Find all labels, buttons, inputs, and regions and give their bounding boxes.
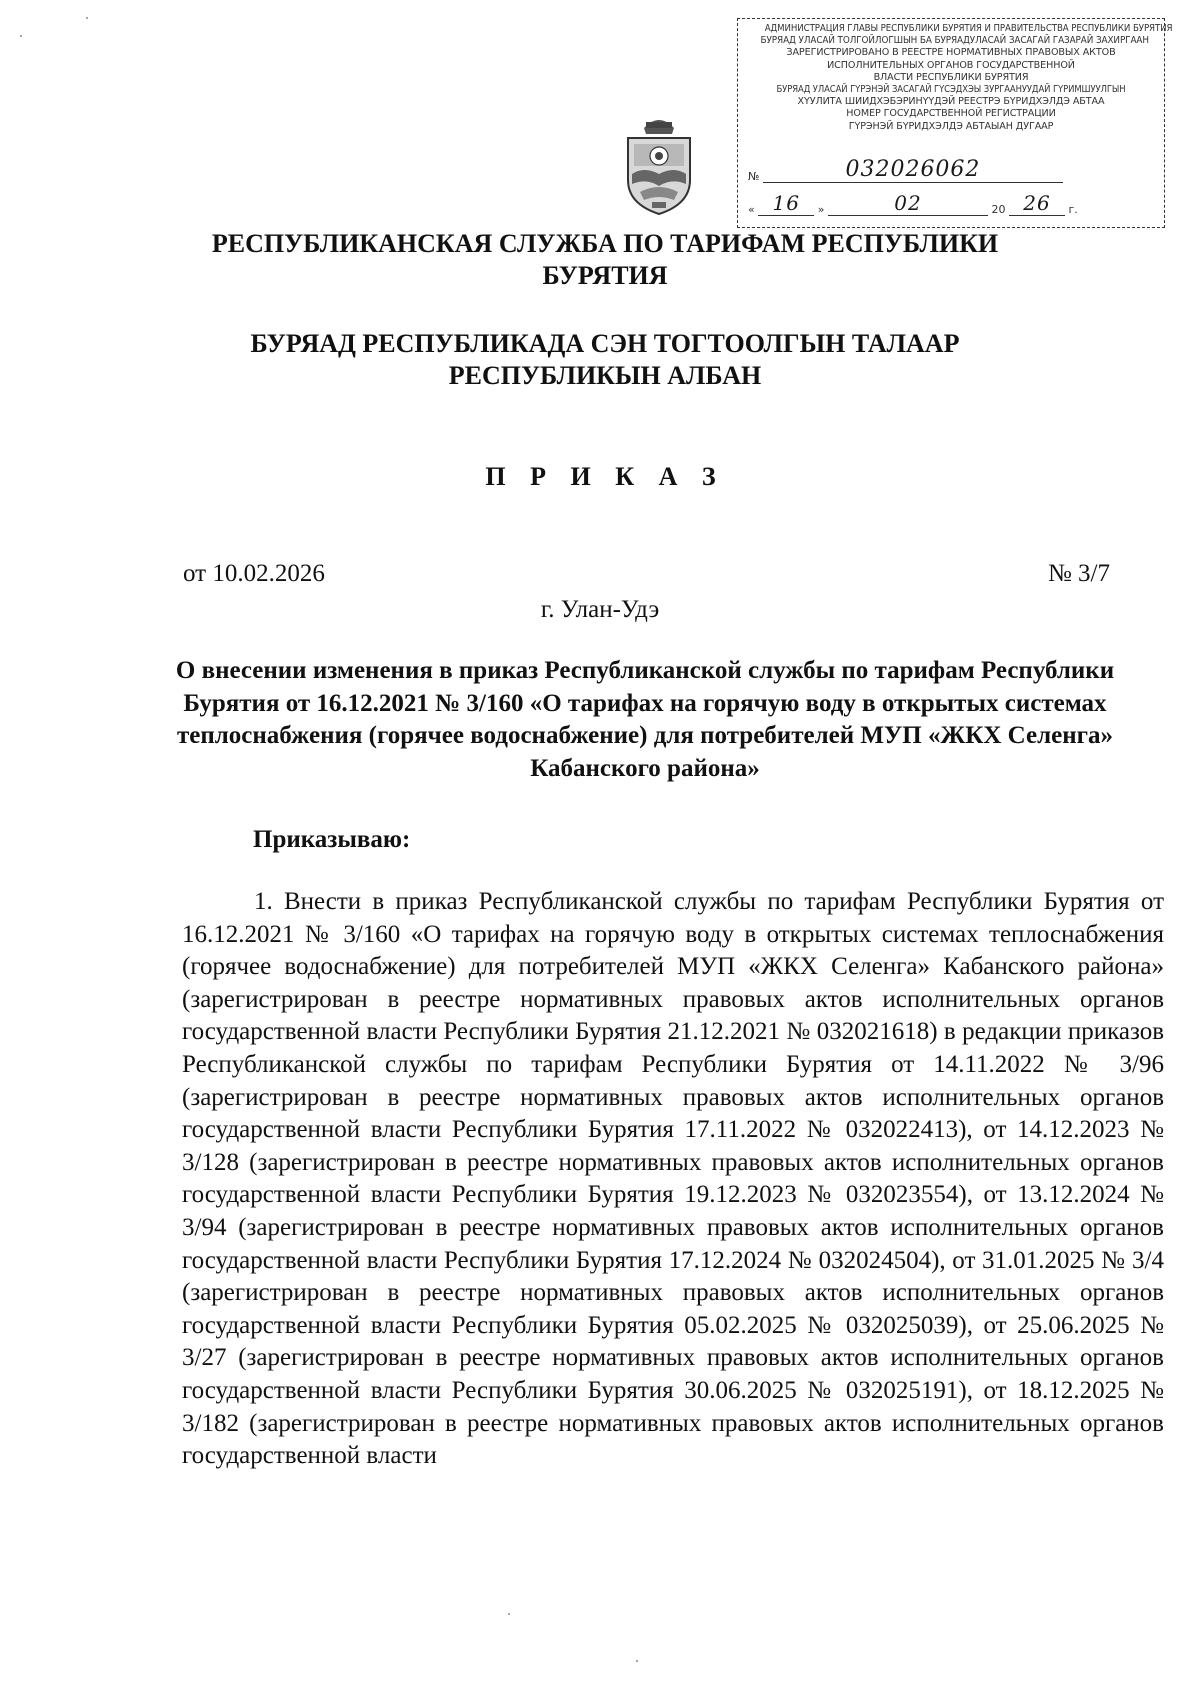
- org-name-buryat: БУРЯАД РЕСПУБЛИКАДА СЭН ТОГТООЛГЫН ТАЛААР РЕСПУБЛИКЫН АЛБАН: [250, 329, 960, 390]
- order-word: Приказываю:: [253, 826, 411, 853]
- buryatia-coat-of-arms-icon: [622, 108, 696, 218]
- stamp-date-close-quote: »: [817, 203, 825, 216]
- stamp-line: ВЛАСТИ РЕСПУБЛИКИ БУРЯТИЯ: [873, 71, 1029, 83]
- stamp-date-suffix: г.: [1068, 203, 1078, 216]
- stamp-date-month: 02: [828, 191, 988, 216]
- stamp-line: БУРЯАД УЛАСАЙ ТОЛГОЙЛОГШЫН БА БУРЯАДУЛАСАЙ ЗАСАГАЙ ГАЗАРАЙ ЗАХИРГААН: [760, 35, 1149, 47]
- stamp-number-handwritten: 032026062: [763, 157, 1063, 183]
- scan-speck: [508, 1613, 510, 1615]
- stamp-line: АДМИНИСТРАЦИЯ ГЛАВЫ РЕСПУБЛИКИ БУРЯТИЯ И ПРАВИТЕЛЬСТВА РЕСПУБЛИКИ БУРЯТИЯ: [764, 23, 1173, 34]
- stamp-number-row: [748, 157, 1063, 183]
- document-type-heading: П Р И К А З: [485, 462, 725, 491]
- stamp-date-row: [748, 191, 1078, 216]
- document-title: О внесении изменения в приказ Республиканской службы по тарифам Республики Бурятия от 16.12.2021 № 3/160 «О тарифах на горячую воду в открытых системах теплоснабжения (горячее водоснабжение) для потребителей МУП «ЖКХ Селенга» Кабанского района»: [175, 657, 1115, 782]
- stamp-line: ГҮРЭНЭЙ БҮРИДХЭЛДЭ АБТАЫАН ДУГААР: [848, 120, 1054, 132]
- stamp-date-open-quote: «: [748, 203, 755, 216]
- paragraph: 1. Внести в приказ Республиканской службы по тарифам Республики Бурятия от 16.12.2021 № 3/160 «О тарифах на горячую воду в открытых системах теплоснабжения (горячее водоснабжение) для потребителей МУП «ЖКХ Селенга» Кабанского района» (зарегистрирован в реестре нормативных правовых актов исполнительных органов государственной власти Республики Бурятия 21.12.2021 № 032021618) в редакции приказов Республиканской службы по тарифам Республики Бурятия от 14.11.2022 № 3/96 (зарегистрирован в реестре нормативных правовых актов исполнительных органов государственной власти Республики Бурятия 17.11.2022 № 032022413), от 14.12.2023 № 3/128 (зарегистрирован в реестре нормативных правовых актов исполнительных органов государственной власти Республики Бурятия 19.12.2023 № 032023554), от 13.12.2024 № 3/94 (зарегистрирован в реестре нормативных правовых актов исполнительных органов государственной власти Республики Бурятия 17.12.2024 № 032024504), от 31.01.2025 № 3/4 (зарегистрирован в реестре нормативных правовых актов исполнительных органов государственной власти Республики Бурятия 05.02.2025 № 032025039), от 25.06.2025 № 3/27 (зарегистрирован в реестре нормативных правовых актов исполнительных органов государственной власти Республики Бурятия 30.06.2025 № 032025191), от 18.12.2025 № 3/182 (зарегистрирован в реестре нормативных правовых актов исполнительных органов государственной власти: [182, 888, 1164, 1470]
- stamp-line: НОМЕР ГОСУДАРСТВЕННОЙ РЕГИСТРАЦИИ: [846, 108, 1056, 120]
- org-name-russian: РЕСПУБЛИКАНСКАЯ СЛУЖБА ПО ТАРИФАМ РЕСПУБЛИКИ БУРЯТИЯ: [211, 229, 999, 290]
- document-city: г. Улан-Удэ: [540, 596, 660, 623]
- stamp-line: БУРЯАД УЛАСАЙ ГҮРЭНЭЙ ЗАСАГАЙ ГҮСЭДХЭЫ ЗУРГААНУУДАЙ ГҮРИМШУУЛГЫН: [776, 84, 1126, 96]
- stamp-line: ХҮУЛИТА ШИИДХЭБЭРИНҮҮДЭЙ РЕЕСТРЭ БҮРИДХЭЛДЭ АБТАА: [797, 96, 1105, 108]
- stamp-date-year-prefix: 20: [991, 203, 1006, 216]
- scan-speck: [86, 17, 88, 19]
- stamp-date-day: 16: [758, 191, 814, 216]
- scan-speck: [20, 35, 22, 37]
- stamp-line: ЗАРЕГИСТРИРОВАНО В РЕЕСТРЕ НОРМАТИВНЫХ ПРАВОВЫХ АКТОВ: [786, 47, 1116, 59]
- stamp-line: ИСПОЛНИТЕЛЬНЫХ ОРГАНОВ ГОСУДАРСТВЕННОЙ: [827, 59, 1075, 71]
- registration-stamp: [737, 18, 1173, 228]
- stamp-number-prefix: №: [748, 170, 760, 183]
- document-date: от 10.02.2026: [183, 560, 325, 587]
- document-body: [182, 886, 1164, 1473]
- scan-speck: [636, 1660, 638, 1662]
- stamp-date-year: 26: [1009, 191, 1065, 216]
- document-number: № 3/7: [1047, 560, 1110, 587]
